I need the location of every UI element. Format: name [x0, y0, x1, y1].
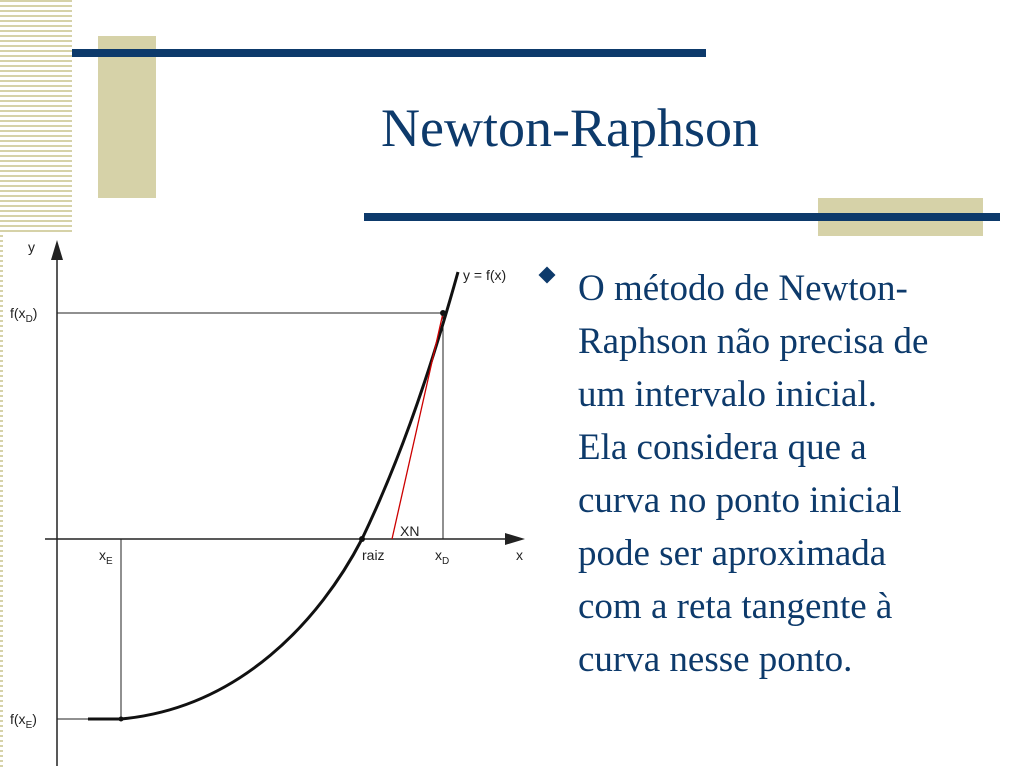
tangent-line	[392, 313, 443, 539]
curve-label: y = f(x)	[463, 267, 507, 283]
bullet-line: um intervalo inicial.	[578, 374, 877, 415]
bullet-line: O método de Newton-	[578, 268, 908, 309]
diamond-bullet-icon	[539, 267, 556, 284]
fxd-label: $f(x_D)$	[10, 305, 38, 325]
xe-label: $x_E$	[99, 547, 113, 567]
bullet-line: Raphson não precisa de	[578, 321, 929, 362]
x-axis-arrow	[505, 533, 525, 545]
fxe-label: $f(x_E)$	[10, 711, 37, 731]
raiz-label: raiz	[362, 547, 385, 563]
function-curve	[88, 272, 458, 719]
bullet-line: Ela considera que a	[578, 427, 867, 468]
newton-raphson-diagram	[0, 230, 540, 768]
slide-title: Newton-Raphson	[381, 98, 759, 158]
bullet-text	[578, 262, 1018, 686]
y-axis-arrow	[51, 240, 63, 260]
decorative-tan-block-top	[98, 36, 156, 198]
y-axis-label: y	[28, 239, 35, 255]
point-xd	[440, 310, 446, 316]
bullet-line: curva nesse ponto.	[578, 639, 853, 680]
x-axis-label: x	[516, 547, 523, 563]
point-root	[359, 536, 365, 542]
bullet-line: pode ser aproximada	[578, 533, 887, 574]
bullet-line: curva no ponto inicial	[578, 480, 902, 521]
xd-label: $x_D$	[435, 547, 450, 567]
decorative-stripes	[0, 0, 72, 235]
point-xe	[119, 717, 124, 722]
bullet-line: com a reta tangente à	[578, 586, 893, 627]
title-bar-top	[72, 49, 706, 57]
title-bar-bottom	[364, 213, 1000, 221]
xn-label: XN	[400, 523, 420, 539]
